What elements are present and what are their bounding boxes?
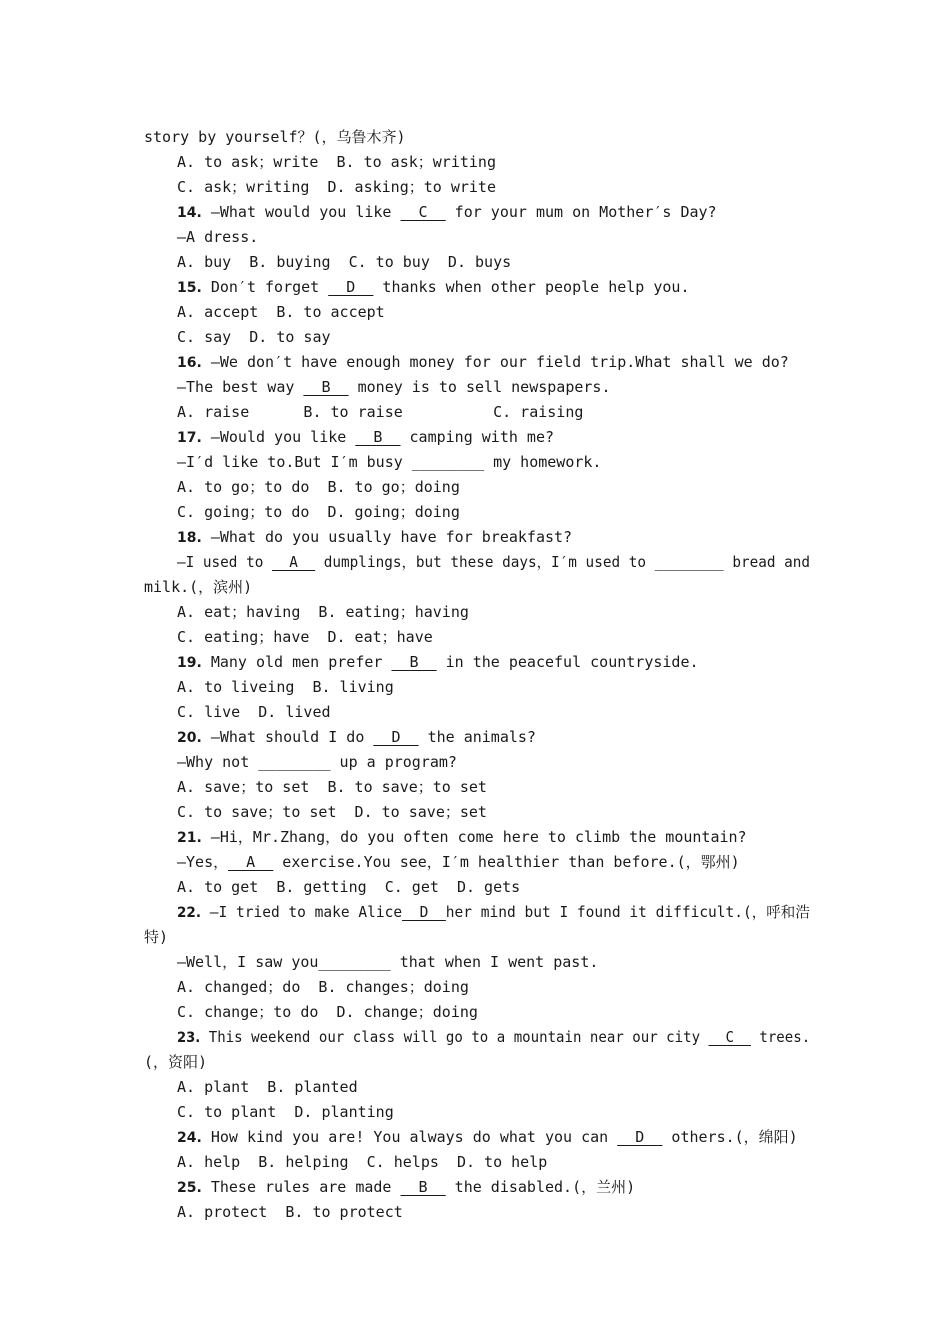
question-number: 24. bbox=[177, 1130, 202, 1146]
answer-blank: __C__ bbox=[708, 1028, 751, 1046]
options-20-cd: C. to save；to set D. to save；set bbox=[177, 803, 487, 821]
answer-blank: __B__ bbox=[303, 378, 349, 396]
question-16: 16. —We don′t have enough money for our field trip.What shall we do? bbox=[177, 353, 789, 371]
answer-blank: __B__ bbox=[391, 653, 437, 671]
answer-blank: __C__ bbox=[400, 203, 446, 221]
question-number: 23. bbox=[177, 1030, 201, 1046]
answer-line-14: —A dress. bbox=[177, 228, 259, 246]
answer-blank: __B__ bbox=[400, 1178, 446, 1196]
question-17: 17. —Would you like __B__ camping with me? bbox=[177, 428, 555, 446]
options-22-cd: C. change；to do D. change；doing bbox=[177, 1003, 478, 1021]
options-25: A. protect B. to protect bbox=[177, 1203, 403, 1221]
answer-line-16: —The best way __B__ money is to sell newspapers. bbox=[177, 378, 611, 396]
options-14: A. buy B. buying C. to buy D. buys bbox=[177, 253, 512, 271]
answer-line-18-cont: milk.(，滨州) bbox=[144, 578, 253, 596]
question-23: 23. This weekend our class will go to a mountain near our city __C__ trees. bbox=[177, 1028, 811, 1046]
question-18: 18. —What do you usually have for breakfast? bbox=[177, 528, 573, 546]
line-13-continuation: story by yourself？(，乌鲁木齐) bbox=[144, 128, 406, 146]
question-number: 21. bbox=[177, 830, 202, 846]
question-22: 22. —I tried to make Alice__D__her mind but I found it difficult.(，呼和浩 bbox=[177, 903, 810, 921]
answer-line-20: —Why not ________ up a program? bbox=[177, 753, 457, 771]
options-15-ab: A. accept B. to accept bbox=[177, 303, 385, 321]
question-number: 15. bbox=[177, 280, 202, 296]
question-24: 24. How kind you are! You always do what you can __D__ others.(，绵阳) bbox=[177, 1128, 798, 1146]
answer-blank: __D__ bbox=[328, 278, 374, 296]
answer-line-17: —I′d like to.But I′m busy ________ my homework. bbox=[177, 453, 602, 471]
options-23-ab: A. plant B. planted bbox=[177, 1078, 358, 1096]
question-number: 14. bbox=[177, 205, 202, 221]
options-18-ab: A. eat；having B. eating；having bbox=[177, 603, 469, 621]
options-20-ab: A. save；to set B. to save；to set bbox=[177, 778, 487, 796]
options-19-cd: C. live D. lived bbox=[177, 703, 331, 721]
question-number: 16. bbox=[177, 355, 202, 371]
answer-blank: __B__ bbox=[355, 428, 401, 446]
answer-line-21: —Yes，__A__ exercise.You see，I′m healthier than before.(，鄂州) bbox=[177, 853, 740, 871]
options-16: A. raise B. to raise C. raising bbox=[177, 403, 584, 421]
question-number: 19. bbox=[177, 655, 202, 671]
options-18-cd: C. eating；have D. eat；have bbox=[177, 628, 433, 646]
question-23-cont: (，资阳) bbox=[144, 1053, 208, 1071]
answer-blank: __A__ bbox=[228, 853, 274, 871]
options-17-cd: C. going；to do D. going；doing bbox=[177, 503, 460, 521]
answer-blank: __D__ bbox=[617, 1128, 663, 1146]
question-25: 25. These rules are made __B__ the disabled.(，兰州) bbox=[177, 1178, 636, 1196]
options-19-ab: A. to liveing B. living bbox=[177, 678, 394, 696]
answer-line-22: —Well，I saw you________ that when I went past. bbox=[177, 953, 599, 971]
answer-blank: __D__ bbox=[373, 728, 419, 746]
options-24: A. help B. helping C. helps D. to help bbox=[177, 1153, 548, 1171]
question-19: 19. Many old men prefer __B__ in the peaceful countryside. bbox=[177, 653, 699, 671]
question-number: 18. bbox=[177, 530, 202, 546]
options-17-ab: A. to go；to do B. to go；doing bbox=[177, 478, 460, 496]
options-23-cd: C. to plant D. planting bbox=[177, 1103, 394, 1121]
question-number: 20. bbox=[177, 730, 202, 746]
options-13-cd: C. ask；writing D. asking；to write bbox=[177, 178, 496, 196]
options-22-ab: A. changed；do B. changes；doing bbox=[177, 978, 469, 996]
options-13-ab: A. to ask；write B. to ask；writing bbox=[177, 153, 496, 171]
options-15-cd: C. say D. to say bbox=[177, 328, 331, 346]
answer-line-18: —I used to __A__ dumplings，but these days，I′m used to ________ bread and bbox=[177, 553, 811, 571]
answer-blank: __A__ bbox=[271, 553, 316, 571]
question-20: 20. —What should I do __D__ the animals? bbox=[177, 728, 536, 746]
options-21: A. to get B. getting C. get D. gets bbox=[177, 878, 521, 896]
question-21: 21. —Hi，Mr.Zhang，do you often come here to climb the mountain? bbox=[177, 828, 747, 846]
question-22-cont: 特) bbox=[144, 928, 169, 946]
answer-blank: __D__ bbox=[402, 903, 446, 921]
question-15: 15. Don′t forget __D__ thanks when other people help you. bbox=[177, 278, 690, 296]
question-14: 14. —What would you like __C__ for your mum on Mother′s Day? bbox=[177, 203, 717, 221]
question-number: 22. bbox=[177, 905, 202, 921]
question-number: 17. bbox=[177, 430, 202, 446]
question-number: 25. bbox=[177, 1180, 202, 1196]
